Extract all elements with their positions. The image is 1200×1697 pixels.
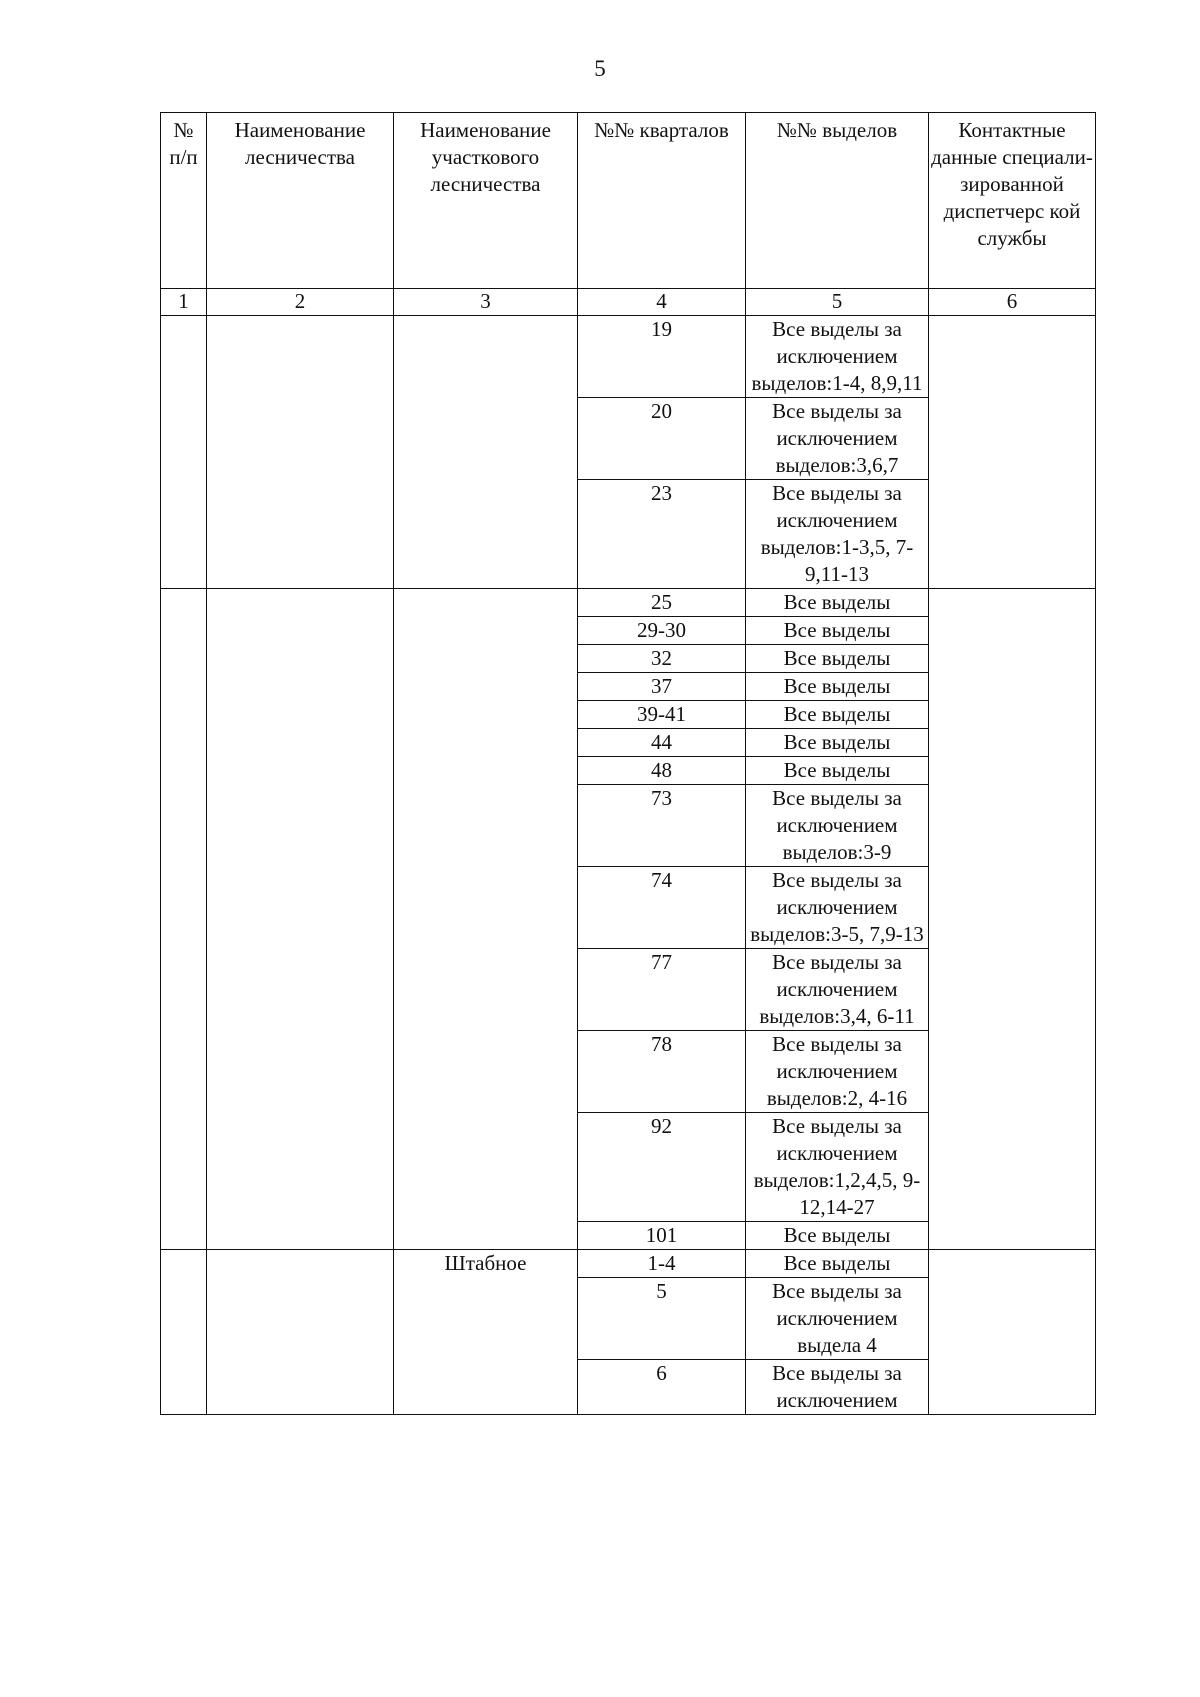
cell-vydely: Все выделы xyxy=(746,645,929,673)
cell-contacts xyxy=(929,316,1096,589)
cell-number xyxy=(161,589,207,1250)
cell-kvartal: 39-41 xyxy=(578,701,746,729)
cell-contacts xyxy=(929,1250,1096,1415)
cell-vydely: Все выделы xyxy=(746,757,929,785)
column-number: 1 xyxy=(161,289,207,316)
cell-number xyxy=(161,316,207,589)
cell-kvartal: 5 xyxy=(578,1278,746,1360)
cell-kvartal: 77 xyxy=(578,949,746,1031)
cell-vydely: Все выделы за исключением выделов:3,6,7 xyxy=(746,398,929,480)
cell-kvartal: 20 xyxy=(578,398,746,480)
cell-vydely: Все выделы xyxy=(746,617,929,645)
cell-lesnichestvo xyxy=(207,1250,394,1415)
cell-vydely: Все выделы xyxy=(746,673,929,701)
column-number-row xyxy=(161,289,1096,316)
cell-uchastkovoe xyxy=(394,589,578,1250)
table-row xyxy=(161,316,1096,398)
cell-kvartal: 73 xyxy=(578,785,746,867)
column-number: 2 xyxy=(207,289,394,316)
table-row xyxy=(161,589,1096,617)
cell-vydely: Все выделы за исключением xyxy=(746,1360,929,1415)
cell-contacts xyxy=(929,589,1096,1250)
cell-vydely: Все выделы xyxy=(746,1222,929,1250)
cell-vydely: Все выделы xyxy=(746,729,929,757)
column-number: 3 xyxy=(394,289,578,316)
cell-kvartal: 78 xyxy=(578,1031,746,1113)
page-number: 5 xyxy=(594,56,606,81)
cell-vydely: Все выделы за исключением выделов:1,2,4,5, 9-12,14-27 xyxy=(746,1113,929,1222)
table-body xyxy=(161,316,1096,1415)
cell-vydely: Все выделы за исключением выделов:3,4, 6-11 xyxy=(746,949,929,1031)
header-lesnichestvo: Наименование лесничества xyxy=(207,113,394,289)
cell-kvartal: 29-30 xyxy=(578,617,746,645)
cell-kvartal: 74 xyxy=(578,867,746,949)
cell-uchastkovoe: Штабное xyxy=(394,1250,578,1415)
header-number: № п/п xyxy=(161,113,207,289)
cell-kvartal: 37 xyxy=(578,673,746,701)
forest-table xyxy=(160,112,1096,1415)
header-contacts: Контактные данные специали-зированной диспетчерс кой службы xyxy=(929,113,1096,289)
cell-kvartal: 19 xyxy=(578,316,746,398)
cell-vydely: Все выделы за исключением выделов:1-3,5, 7-9,11-13 xyxy=(746,480,929,589)
header-uchastkovoe: Наименование участкового лесничества xyxy=(394,113,578,289)
cell-vydely: Все выделы за исключением выделов:2, 4-16 xyxy=(746,1031,929,1113)
header-kvartaly: №№ кварталов xyxy=(578,113,746,289)
header-row xyxy=(161,113,1096,289)
cell-kvartal: 32 xyxy=(578,645,746,673)
cell-number xyxy=(161,1250,207,1415)
cell-vydely: Все выделы за исключением выделов:1-4, 8,9,11 xyxy=(746,316,929,398)
cell-kvartal: 23 xyxy=(578,480,746,589)
cell-kvartal: 44 xyxy=(578,729,746,757)
cell-kvartal: 48 xyxy=(578,757,746,785)
cell-kvartal: 1-4 xyxy=(578,1250,746,1278)
cell-lesnichestvo xyxy=(207,316,394,589)
cell-lesnichestvo xyxy=(207,589,394,1250)
cell-uchastkovoe xyxy=(394,316,578,589)
header-vydely: №№ выделов xyxy=(746,113,929,289)
cell-vydely: Все выделы xyxy=(746,589,929,617)
column-number: 5 xyxy=(746,289,929,316)
table-row xyxy=(161,1250,1096,1278)
cell-vydely: Все выделы за исключением выделов:3-9 xyxy=(746,785,929,867)
cell-kvartal: 6 xyxy=(578,1360,746,1415)
cell-kvartal: 101 xyxy=(578,1222,746,1250)
column-number: 4 xyxy=(578,289,746,316)
cell-kvartal: 92 xyxy=(578,1113,746,1222)
cell-vydely: Все выделы xyxy=(746,701,929,729)
column-number: 6 xyxy=(929,289,1096,316)
cell-vydely: Все выделы xyxy=(746,1250,929,1278)
cell-vydely: Все выделы за исключением выделов:3-5, 7,9-13 xyxy=(746,867,929,949)
cell-kvartal: 25 xyxy=(578,589,746,617)
cell-vydely: Все выделы за исключением выдела 4 xyxy=(746,1278,929,1360)
